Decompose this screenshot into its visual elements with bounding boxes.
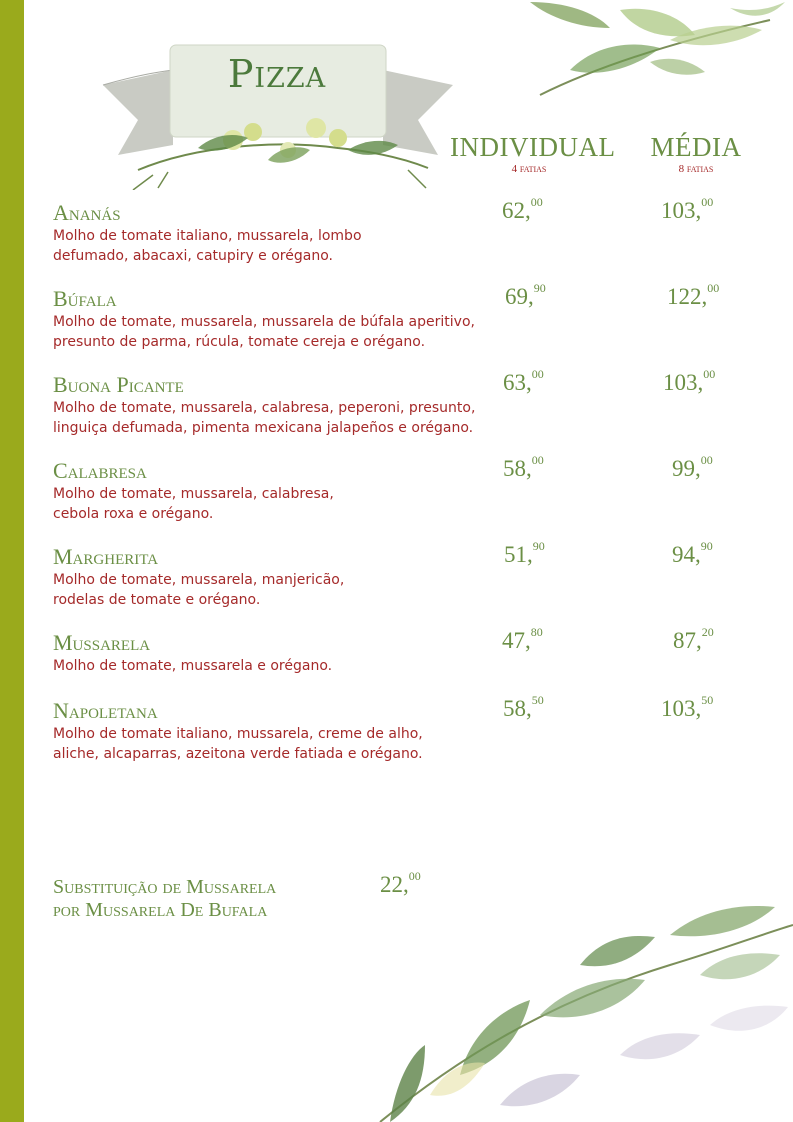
menu-item-desc-line2: aliche, alcaparras, azeitona verde fatiada e orégano.: [53, 746, 423, 762]
menu-item-desc-line1: Molho de tomate, mussarela e orégano.: [53, 658, 333, 674]
price-individual: 62,00: [502, 195, 543, 223]
price-media: 99,00: [672, 453, 713, 481]
menu-item-desc-line2: defumado, abacaxi, catupiry e orégano.: [53, 248, 333, 264]
leaf-decoration-top-icon: [500, 0, 793, 100]
substitution-line2: por Mussarela De Bufala: [53, 899, 268, 921]
price-individual: 51,90: [504, 539, 545, 567]
column-header-media: [640, 132, 752, 176]
menu-item-name: Calabresa: [53, 458, 147, 483]
menu-item-napoletana: [53, 693, 793, 764]
green-side-bar: [0, 0, 24, 1122]
menu-item-desc-line1: Molho de tomate italiano, mussarela, creme de alho,: [53, 726, 423, 742]
price-individual: 63,00: [503, 367, 544, 395]
menu-item-name: Mussarela: [53, 630, 151, 655]
price-media: 87,20: [673, 625, 714, 653]
price-media: 103,00: [663, 367, 716, 395]
menu-item-buona-picante: [53, 367, 793, 438]
menu-item-name: Napoletana: [53, 698, 158, 723]
menu-item-desc-line2: rodelas de tomate e orégano.: [53, 592, 261, 608]
menu-item-desc-line1: Molho de tomate, mussarela, calabresa,: [53, 486, 334, 502]
column-header-individual: [450, 132, 616, 176]
menu-item-name: Buona Picante: [53, 372, 184, 397]
menu-item-bufala: [53, 281, 793, 352]
column-media-slices: 8 fatias: [678, 163, 714, 175]
price-media: 94,90: [672, 539, 713, 567]
menu-item-name: Búfala: [53, 286, 117, 311]
menu-item-desc-line1: Molho de tomate, mussarela, manjericão,: [53, 572, 345, 588]
column-individual-slices: 4 fatias: [511, 163, 547, 175]
menu-item-calabresa: [53, 453, 793, 524]
menu-item-mussarela: [53, 625, 793, 676]
leaf-decoration-bottom-icon: [370, 895, 793, 1122]
substitution-note: [53, 876, 276, 922]
price-media: 103,00: [661, 195, 714, 223]
column-individual-label: INDIVIDUAL: [450, 132, 616, 162]
menu-item-desc-line2: cebola roxa e orégano.: [53, 506, 214, 522]
menu-item-desc-line1: Molho de tomate, mussarela, mussarela de búfala aperitivo,: [53, 314, 475, 330]
menu-item-desc-line1: Molho de tomate, mussarela, calabresa, peperoni, presunto,: [53, 400, 476, 416]
menu-item-ananas: [53, 195, 793, 266]
price-individual: 58,00: [503, 453, 544, 481]
menu-item-desc-line2: linguiça defumada, pimenta mexicana jalapeños e orégano.: [53, 420, 474, 436]
page-title: Pizza: [227, 52, 327, 96]
menu-item-margherita: [53, 539, 793, 610]
price-individual: 69,90: [505, 281, 546, 309]
menu-item-desc-line2: presunto de parma, rúcula, tomate cereja e orégano.: [53, 334, 426, 350]
menu-item-name: Ananás: [53, 200, 121, 225]
column-media-label: MÉDIA: [650, 132, 742, 162]
price-individual: 47,80: [502, 625, 543, 653]
price-individual: 58,50: [503, 693, 544, 721]
substitution-price: 22,00: [380, 869, 421, 897]
menu-item-desc-line1: Molho de tomate italiano, mussarela, lombo: [53, 228, 362, 244]
price-media: 103,50: [661, 693, 714, 721]
menu-item-name: Margherita: [53, 544, 159, 569]
price-media: 122,00: [667, 281, 720, 309]
substitution-line1: Substituição de Mussarela: [53, 876, 277, 898]
